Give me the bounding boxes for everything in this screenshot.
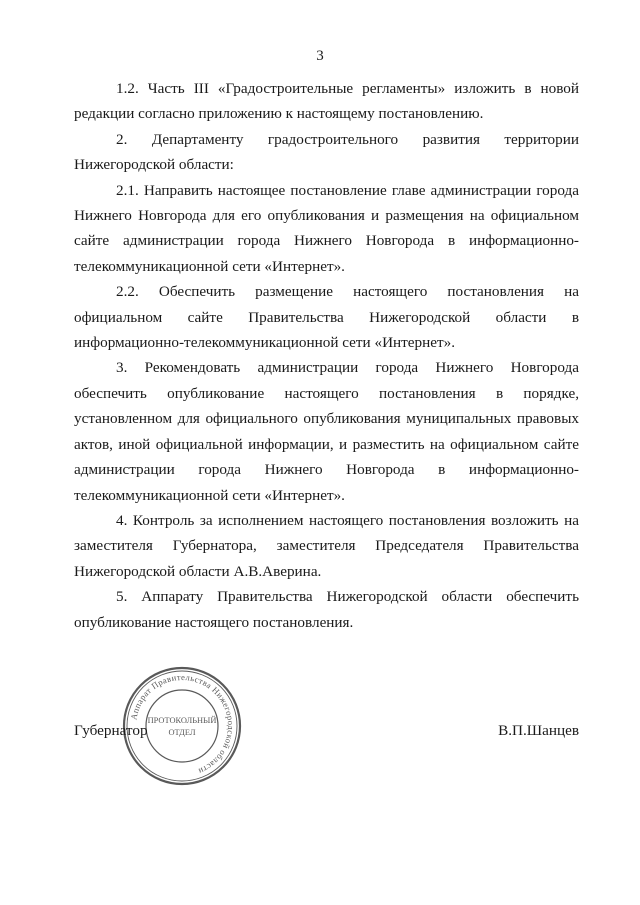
paragraph-2: 2. Департаменту градостроительного развития территории Нижегородской области: — [74, 130, 579, 174]
paragraph-4: 4. Контроль за исполнением настоящего постановления возложить на заместителя Губернатора, заместителя Председателя Правительства Нижегородской области А.В.Аверина. — [74, 511, 579, 580]
paragraph-1-2: 1.2. Часть III «Градостроительные регламенты» изложить в новой редакции согласно приложению к настоящему постановлению. — [74, 80, 579, 123]
signature-block — [74, 722, 579, 746]
page-number: 3 — [316, 48, 324, 64]
paragraph-5: 5. Аппарату Правительства Нижегородской области обеспечить опубликование настоящего постановления. — [74, 588, 579, 631]
signature-name: В.П.Шанцев — [498, 722, 579, 739]
paragraph-2-2: 2.2. Обеспечить размещение настоящего постановления на официальном сайте Правительства Нижегородской области в информационно-телекоммуникационной сети «Интернет». — [74, 283, 579, 352]
paragraph-2-1: 2.1. Направить настоящее постановление главе администрации города Нижнего Новгорода для его опубликования и размещения на официальном сайте администрации города Нижнего Новгорода в информационно-телекоммуникационной сети «Интернет». — [74, 181, 579, 275]
paragraph-3: 3. Рекомендовать администрации города Нижнего Новгорода обеспечить опубликование настоящего постановления в порядке, установленном для официального опубликования муниципальных правовых актов, иной официальной информации, и разместить на официальном сайте администрации города Нижнего Новгорода в информационно-телекоммуникационной сети «Интернет». — [74, 359, 579, 504]
document-body — [74, 76, 579, 635]
signature-title: Губернатор — [74, 722, 148, 739]
stamp-ring-text: Аппарат Правительства Нижегородской области — [128, 671, 237, 777]
stamp-center-line-2: ОТДЕЛ — [168, 728, 196, 737]
stamp-center-line-1: ПРОТОКОЛЬНЫЙ — [147, 716, 217, 725]
